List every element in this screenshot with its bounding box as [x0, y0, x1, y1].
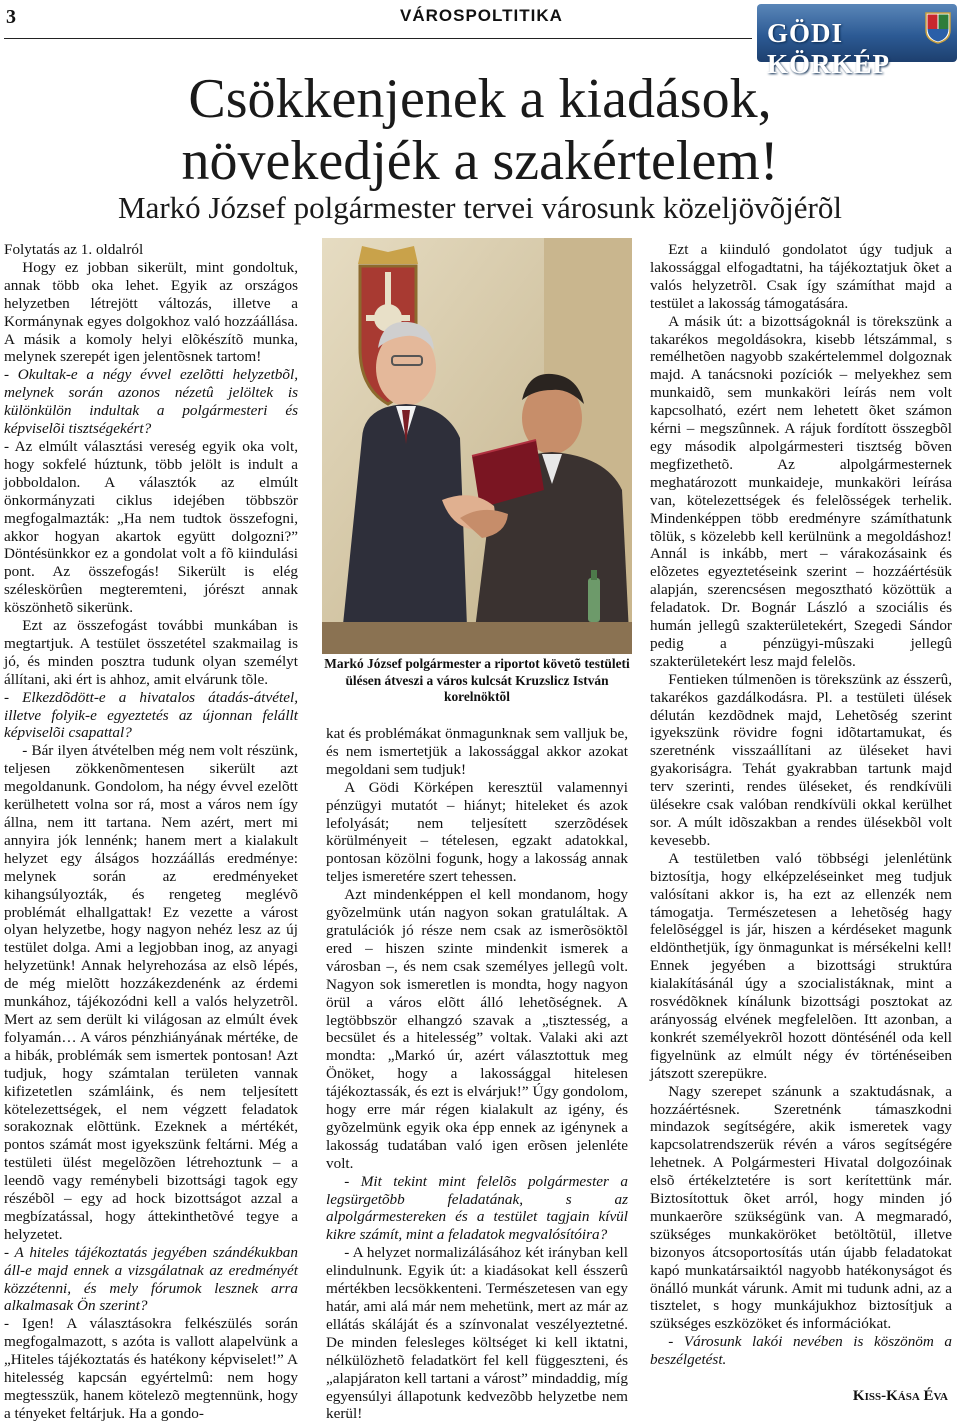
- article-photo: [322, 238, 632, 654]
- header-rule: [4, 38, 752, 39]
- interview-question: - Okultak-e a négy évvel ezelõtti helyzetbõl, melynek során azonos nézetû jelöltek is különkülön indultak a polgármesteri és képviselõi tisztségekért?: [4, 366, 298, 438]
- article-paragraph: - Az elmúlt választási vereség egyik oka volt, hogy sokfelé húztunk, több jelölt is indult a jobboldalon. A választók az elmúlt önkormányzati ciklus idejében többször megfogalmazták: „Ha nem tudtok összefogni, akkor hogyan akartok együtt dolgozni?” Döntésünkkor ez a gondolat volt a fõ kiindulási pont. Az összefogás! Sikerült is elég széleskörûen megteremteni, jórészt annak köszönhetõ sikerünk.: [4, 437, 298, 617]
- interview-question: - Városunk lakói nevében is köszönöm a beszélgetést.: [650, 1333, 952, 1369]
- masthead-logo: [757, 4, 957, 79]
- article-subheadline: Markó József polgármester tervei városunk közeljövõjérõl: [118, 190, 842, 225]
- author-byline: Kiss-Kása Éva: [852, 1388, 948, 1404]
- coat-of-arms-icon: [925, 12, 951, 44]
- article-paragraph: A Gödi Körképen keresztül valamennyi pénzügyi mutatót – hiányt; hiteleket és azok lefolyását; nem teljesített szerzõdések körülményeit – tételesen, egzakt adatokkal, pontosan közölni fogunk, hogy a lakosság annak teljes ismeretére szert tehessen.: [326, 778, 628, 886]
- section-rubric: VÁROSPOLTITIKA: [400, 6, 563, 25]
- logo-text: GÖDI KÖRKÉP: [767, 18, 891, 79]
- headline-line-1: Csökkenjenek a kiadások,: [188, 68, 772, 130]
- article-paragraph: Nagy szerepet szánunk a szaktudásnak, a hozzáértésnek. Szeretnénk támaszkodni mindazok segítségére, akik ismeretek vagy kapcsolatrendszerük révén a város segítségére lehetnek. A Polgármesteri Hivatal dolgozóinak elsõ értékelztetére is sort kerítettünk már. Biztosítottuk õket arról, hogy minden jó munkaerõre szükségünk van. A megmaradó, szükséges munkaköröket betöltõtül, illetve bizonyos átcsoportosítás után újabb feladatokat kapó munkatársaiktól nagyobb hatékonyságot és önálló munkát várunk. Amit mi tudunk adni, az a tisztelet, s hogy munkájukhoz biztosítjuk a szükséges eszközöket és információkat.: [650, 1082, 952, 1333]
- article-paragraph: kat és problémákat önmagunknak sem valljuk be, és nem ismertetjük a lakossággal akkor azokat megoldani sem tudjuk!: [326, 725, 628, 778]
- article-paragraph: A másik út: a bizottságoknál is törekszünk a takarékos megoldásokra, kisebb létszámmal, s remélhetõen nagyobb szakértelemmel dolgoznak majd. A tanácsnoki pozíciók – melyekhez sem munkaidõ, sem munkaköri leírás nem volt kapcsolható, ezért nem lehetett õket számon kérni – megszûnnek. A rájuk fordított összegbõl egy második alpolgármesteri tisztség bõven megfizethetõ. Az alpolgármesternek meghatározott munkaideje, munkaköri leírása van, kötelezettségek és felelõsségek terhelik. Mindenképpen több eredményre számíthatunk tõlük, s közelebb kell kerülnünk a megoldáshoz! Annál is inkább, mert – várakozásaink és elõzetes egyeztetéseink szerint – hozzáértésük alapján, szerencsésen megosztható közöttük a feladatok. Dr. Bognár László a szociális és humán jellegû szakterületekért, Szegedi Sándor pedig a pénzügyi-mûszaki jellegû szakterületekért lesz majd felelõs.: [650, 312, 952, 670]
- article-paragraph: - Bár ilyen átvételben még nem volt részünk, teljesen zökkenõmentesen sikerült azt megoldanunk. Gondolom, ha négy évvel ezelõtt kerülhetett volna sor rá, most a város nem így állna, nem itt tartana. Nem azért, mert mi annyira jók lennénk; hanem mert a kialakult helyzet egy álságos hozzáállás eredménye: melynek során az eredményeket kihangsúlyozták, és rengeteg meglévõ problémát elhallgattak! Ez vezette a várost olyan helyzetbe, hogy nagyon nehéz lesz az új testület dolga. Ami a legjobban inog, az anyagi helyzetünk! Annak helyrehozása az elsõ lépés, de még mielõtt hozzákezdenénk az érdemi munkához, tájékozódni kell a valós helyzetrõl. Mert az sem derült ki világosan az elmúlt évek folyamán… A város pénzhiányának mértéke, de a hibák, problémák sem ismertek pontosan! Azt tudjuk, hogy számtalan területen vannak kifizetetlen számláink, és nem teljesített kötelezettségek, el nem végzett feladatok sorakoznak elõttünk. Ezeknek a mértékét, pontos számát most igyekszünk feltárni. Még a testületi ülést megelõzõen létrehoztunk – a leendõ vagy reménybeli bizottsági tagok egy részébõl – egy ad hock bizottságot azzal a megbízatással, hogy áttekinthetõvé tegye a helyzetet.: [4, 742, 298, 1243]
- article-column-2: [326, 725, 628, 1423]
- interview-question: - Elkezdõdött-e a hivatalos átadás-átvétel, illetve folyik-e egyeztetés az újonnan felállt képviselõi csapattal?: [4, 688, 298, 742]
- article-column-3: [650, 241, 952, 1369]
- article-paragraph: Ezt az összefogást további munkában is megtartjuk. A testület összetétel szakmailag is jó, és minden posztra tudunk olyan személyt állítani, aki ért is ahhoz, amit elvárunk tõle.: [4, 617, 298, 688]
- article-headline: [0, 68, 960, 192]
- article-paragraph: - Igen! A választásokra felkészülés során megfogalmazott, s azóta is vallott alapelvünk a „Hiteles tájékoztatás és hatékony képviselet!” A hitelesség kapcsán egyértelmû: nem hogy megtesszük, hanem kötelezõ megtennünk, hogy a tényeket feltárjuk. Ha a gondo-: [4, 1315, 298, 1422]
- article-paragraph: A testületben való többségi jelenlétünk biztosítja, hogy elképzeléseinket meg tudjuk valósítani akkor is, ha ezt az ellenzék nem támogatja. Természetesen a lehetõség hagy felelõséggel is jár, hiszen a kérdéseket magunk eldönthetjük, így önmagunkat is mérsékelni kell! Ennek jegyében a bizottsági struktúra kialakításánál úgy a szocialistáknak, mint a rosvédõknek kínálunk bizottsági posztokat az arányosság elvének megfelelõen. Itt azonban, a konkrét személyekrõl hozott döntésénél oda kell figyelnünk az elmúlt négy év történéseiben játszott szerepükre.: [650, 849, 952, 1082]
- article-paragraph: Fentieken túlmenõen is törekszünk az ésszerû, takarékos gazdálkodásra. Pl. a testületi ülések délután kezdõdnek majd, Lehetõség szerint igyekszünk rövidre fogni idõtartamukat, és szeretnénk visszaállítani az üléseket havi gyakoriságra. Tehát gyakrabban tartunk majd terv szerinti, rendes üléseket, és rendkívüli ülésekre csak valóban rendkívüli okkal kerülhet sor. A múlt idõszakban a rendes ülésekbõl volt kevesebb.: [650, 670, 952, 849]
- article-paragraph: Folytatás az 1. oldalról: [4, 241, 144, 258]
- article-column-1: [4, 241, 298, 1423]
- page-number: 3: [6, 6, 16, 28]
- interview-question: - A hiteles tájékoztatás jegyében szándékukban áll-e majd ennek a vizsgálatnak az eredményét közzétenni, és mely fórumok lesznek arra alkalmasak Ön szerint?: [4, 1243, 298, 1315]
- article-paragraph: Hogy ez jobban sikerült, mint gondoltuk, annak több oka lehet. Egyik az országos helyzetben létrejött változás, illetve a Kormánynak egyes dolgokhoz való hozzáállása. A másik a komoly helyi elõkészítõ munka, melynek szerepét igen jelentõsnek tartom!: [4, 258, 298, 366]
- article-paragraph: - A helyzet normalizálásához két irányban kell elindulnunk. Egyik út: a kiadásokat kell ésszerû mértékben lecsökkenteni. Természetesen van egy határ, ami alá már nem mehetünk, mert az már az ellátás skáláját és a színvonalat veszélyeztetné. De minden felesleges költséget ki kell iktatni, nélkülözhetõ feladatkört fel kell függeszteni, és „alapjáraton kell tartani a várost” mindaddig, míg egyensúlyi állapotunk kedvezõbb helyzetbe nem kerül!: [326, 1244, 628, 1423]
- headline-line-2: növekedjék a szakértelem!: [181, 130, 779, 192]
- interview-question: - Mit tekint mint felelõs polgármester a legsürgetõbb feladatának, s az alpolgármestereken és a testület tagjain kívül kikre számít, mint a feladatok megvalósítóira?: [326, 1172, 628, 1244]
- article-paragraph: Azt mindenképpen el kell mondanom, hogy gyõzelmünk után nagyon sokan gratuláltak. A gratulációk jó része nem csak az ismerõsöktõl ered – hiszen szinte mindenkit ismerek a városban –, és nem csak személyes jellegû volt. Nagyon sok ismeretlen is mondta, hogy nagyon örül a város elõtt álló lehetõségnek. A legtöbbször elhangzó szavak a „tisztesség, a becsület és a hitelesség” voltak. Valaki aki azt mondta: „Markó úr, azért választottuk meg Önöket, hogy a lakossággal hitelesen tájékoztassák, és ezt is elvárjuk!” Úgy gondolom, hogy erre már régen kialakult az igény, és gyõzelmünk egyik oka épp ennek az igénynek a lakosság tudatában való igen erõsen jelenléte volt.: [326, 886, 628, 1172]
- article-paragraph: Ezt a kiinduló gondolatot úgy tudjuk a lakossággal elfogadtatni, ha tájékoztatjuk õket a valós helyzetrõl. Csak így számíthat majd a testület a lakosság támogatására.: [650, 241, 952, 312]
- photo-caption: Markó József polgármester a riportot követõ testületi ülésen átveszi a város kulcsát Kruzslicz István korelnöktõl: [324, 656, 630, 704]
